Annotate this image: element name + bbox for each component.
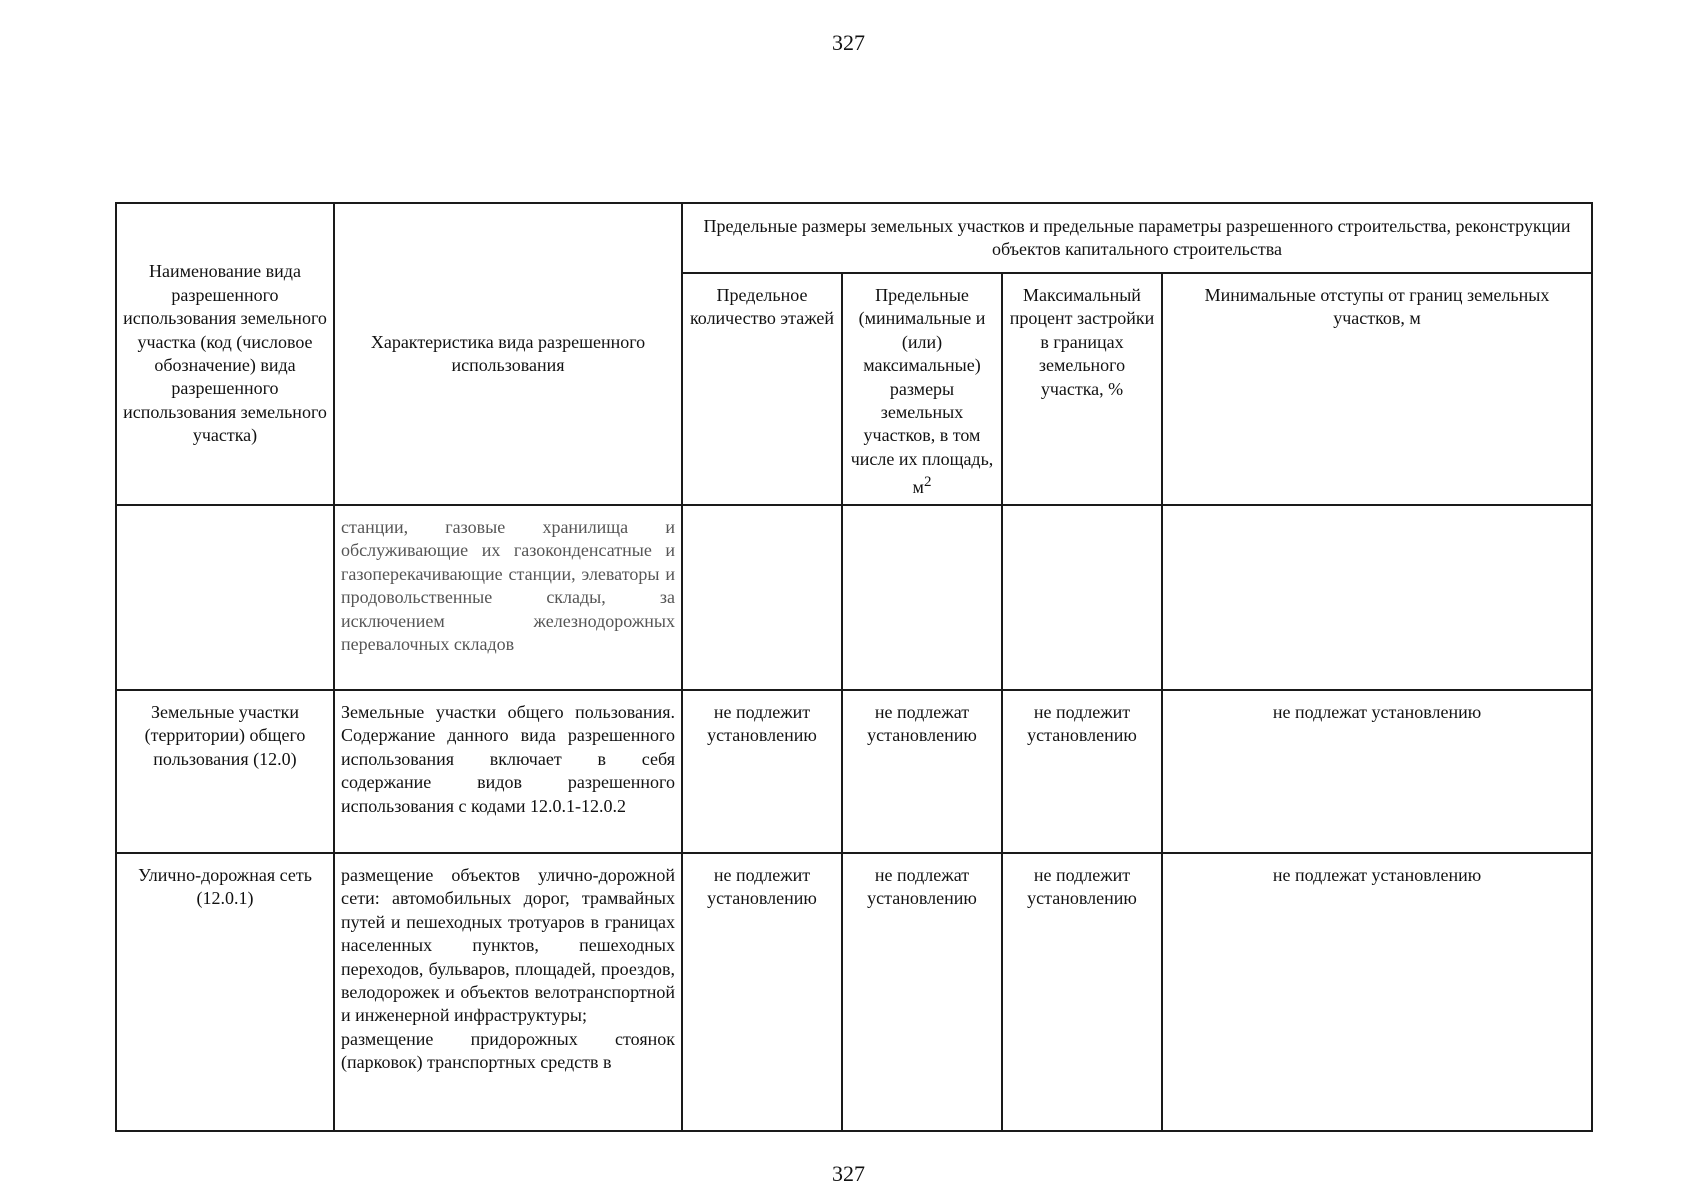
- row-3-floors: не подлежит установлению: [682, 853, 842, 1131]
- row-3-name: Улично-дорожная сеть (12.0.1): [116, 853, 334, 1131]
- row-1-name: [116, 505, 334, 690]
- table-row: [116, 853, 1592, 1131]
- row-3-setbacks: не подлежат установлению: [1162, 853, 1592, 1131]
- row-2-setbacks: не подлежат установлению: [1162, 690, 1592, 853]
- row-1-sizes: [842, 505, 1002, 690]
- header-characteristic: Характеристика вида разрешенного использования: [334, 203, 682, 505]
- row-3-characteristic-part-2: размещение придорожных стоянок (парковок) транспортных средств в: [341, 1028, 675, 1073]
- row-3-characteristic: [334, 853, 682, 1131]
- table-row: [116, 505, 1592, 690]
- table-row: [116, 690, 1592, 853]
- header-limits-group: Предельные размеры земельных участков и предельные параметры разрешенного строительства, реконструкции объектов капитального строительства: [682, 203, 1592, 273]
- page-number-top: 327: [832, 30, 865, 55]
- row-3-characteristic-part-1: размещение объектов улично-дорожной сети: автомобильных дорог, трамвайных путей и пешеходных тротуаров в границах населенных пунктов, пешеходных переходов, бульваров, площадей, проездов, велодорожек и объектов велотранспортной и инженерной инфраструктуры;: [341, 865, 675, 1026]
- header-plot-sizes: [842, 273, 1002, 505]
- row-2-sizes: не подлежат установлению: [842, 690, 1002, 853]
- page-number-bottom: 327: [832, 1161, 865, 1186]
- header-floors: Предельное количество этажей: [682, 273, 842, 505]
- row-3-sizes: не подлежат установлению: [842, 853, 1002, 1131]
- row-2-characteristic: Земельные участки общего пользования. Содержание данного вида разрешенного использования включает в себя содержание видов разрешенного использования с кодами 12.0.1-12.0.2: [334, 690, 682, 853]
- row-2-name: Земельные участки (территории) общего пользования (12.0): [116, 690, 334, 853]
- header-use-name: Наименование вида разрешенного использования земельного участка (код (числовое обозначение) вида разрешенного использования земельного участка): [116, 203, 334, 505]
- row-2-percent: не подлежит установлению: [1002, 690, 1162, 853]
- row-1-percent: [1002, 505, 1162, 690]
- row-3-percent: не подлежит установлению: [1002, 853, 1162, 1131]
- header-setbacks: Минимальные отступы от границ земельных участков, м: [1162, 273, 1592, 505]
- row-1-floors: [682, 505, 842, 690]
- row-2-floors: не подлежит установлению: [682, 690, 842, 853]
- row-1-characteristic: станции, газовые хранилища и обслуживающие их газоконденсатные и газоперекачивающие станции, элеваторы и продовольственные склады, за исключением железнодорожных перевалочных складов: [334, 505, 682, 690]
- land-use-table: [115, 202, 1593, 1132]
- header-build-percent: Максимальный процент застройки в границах земельного участка, %: [1002, 273, 1162, 505]
- header-plot-sizes-text: Предельные (минимальные и (или) максимальные) размеры земельных участков, в том числе их площадь, м: [850, 285, 994, 498]
- row-1-setbacks: [1162, 505, 1592, 690]
- header-plot-sizes-sup: 2: [923, 474, 932, 491]
